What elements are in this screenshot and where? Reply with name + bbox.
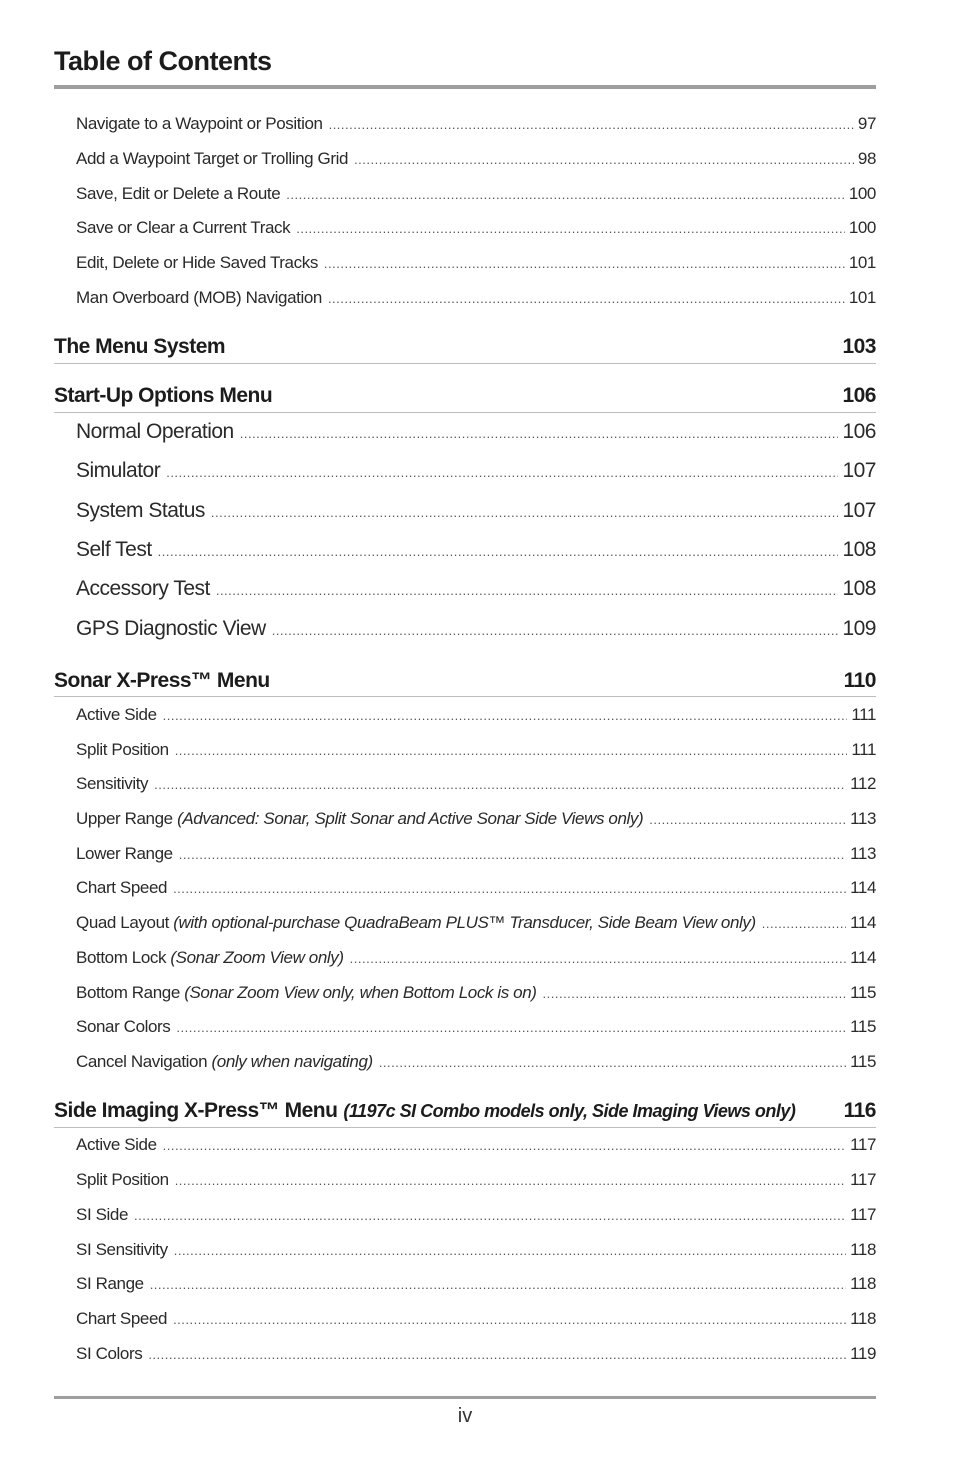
dot-leader (158, 544, 839, 559)
entry-label: Active Side (76, 1135, 157, 1154)
entry-note: (only when navigating) (211, 1052, 373, 1071)
entry-page: 117 (850, 1170, 876, 1189)
section-title: The Menu System (54, 335, 226, 358)
entry-title: Bottom Lock (76, 948, 167, 967)
entry-title: Lower Range (76, 844, 173, 863)
section-title: Sonar X-Press™ Menu (54, 669, 270, 692)
entry-page: 114 (850, 878, 876, 897)
toc-entry[interactable] (76, 499, 876, 523)
entry-page: 108 (842, 577, 876, 600)
toc-entry[interactable] (76, 1170, 876, 1190)
entry-note: (Sonar Zoom View only, when Bottom Lock is on) (184, 983, 537, 1002)
toc-entry[interactable] (76, 705, 876, 725)
entry-title: Sensitivity (76, 774, 149, 793)
entry-page: 113 (850, 809, 876, 828)
toc-entry[interactable] (76, 1017, 876, 1037)
toc-entry[interactable] (76, 577, 876, 601)
entry-page: 114 (850, 948, 876, 967)
toc-entry[interactable] (76, 1274, 876, 1294)
dot-leader (216, 583, 839, 598)
entry-title: Bottom Range (76, 983, 180, 1002)
entry-label (76, 740, 169, 760)
toc-entry[interactable] (76, 253, 876, 273)
dot-leader (175, 1173, 846, 1188)
entry-title: Cancel Navigation (76, 1052, 208, 1071)
entry-page: 118 (850, 1274, 876, 1293)
toc-entry[interactable] (76, 218, 876, 238)
section-page: 116 (843, 1099, 876, 1122)
toc-entry[interactable] (76, 1309, 876, 1329)
entry-title: Quad Layout (76, 913, 169, 932)
entry-note: (with optional-purchase QuadraBeam PLUS™ Transducer, Side Beam View only) (173, 913, 756, 932)
entry-page: 118 (850, 1309, 876, 1328)
section-note: (1197c SI Combo models only, Side Imaging Views only) (343, 1101, 796, 1121)
entry-page: 117 (850, 1205, 876, 1224)
dot-leader (379, 1055, 846, 1070)
toc-entry[interactable] (76, 809, 876, 829)
toc-entry[interactable] (76, 538, 876, 562)
section-heading-side-imaging-xpress[interactable] (54, 1099, 876, 1123)
entry-title: Upper Range (76, 809, 173, 828)
entry-label: Edit, Delete or Hide Saved Tracks (76, 253, 318, 272)
entry-page: 101 (848, 253, 876, 272)
toc-entry[interactable] (76, 459, 876, 483)
toc-entry[interactable] (76, 184, 876, 204)
section-divider (54, 696, 876, 697)
entry-label (76, 809, 643, 829)
dot-leader (328, 291, 845, 306)
dot-leader (176, 1020, 846, 1035)
entry-label (76, 844, 173, 864)
entry-label (76, 774, 148, 794)
section-page: 110 (843, 669, 876, 692)
entry-label: Simulator (76, 459, 161, 482)
toc-entry[interactable] (76, 1240, 876, 1260)
toc-entry[interactable] (76, 983, 876, 1003)
entry-label (76, 983, 537, 1003)
section-title: Start-Up Options Menu (54, 384, 273, 407)
entry-page: 109 (842, 617, 876, 640)
toc-entry[interactable] (76, 1052, 876, 1072)
dot-leader (166, 465, 838, 480)
dot-leader (211, 505, 839, 520)
toc-entry[interactable] (76, 1135, 876, 1155)
entry-label (76, 878, 167, 898)
toc-entry[interactable] (76, 740, 876, 760)
section-heading-sonar-xpress[interactable] (54, 669, 876, 693)
entry-page: 118 (850, 1240, 876, 1259)
toc-entry[interactable] (76, 114, 876, 134)
section-title (54, 1099, 844, 1123)
entry-page: 108 (842, 538, 876, 561)
entry-page: 98 (857, 149, 876, 168)
entry-label: Man Overboard (MOB) Navigation (76, 288, 322, 307)
dot-leader (329, 117, 854, 132)
entry-page: 113 (850, 844, 876, 863)
entry-page: 115 (850, 983, 876, 1002)
toc-entry[interactable] (76, 878, 876, 898)
toc-entry[interactable] (76, 948, 876, 968)
entry-label (76, 705, 157, 725)
dot-leader (762, 916, 846, 931)
dot-leader (324, 256, 845, 271)
entry-page: 119 (850, 1344, 876, 1363)
entry-label (76, 913, 756, 933)
section-heading-startup-options[interactable] (54, 384, 876, 408)
dot-leader (543, 986, 847, 1001)
entry-label: Save or Clear a Current Track (76, 218, 291, 237)
entry-label: Chart Speed (76, 1309, 168, 1328)
entry-label: SI Colors (76, 1344, 143, 1363)
entry-page: 117 (850, 1135, 876, 1154)
entry-page: 111 (851, 705, 876, 724)
toc-entry[interactable] (76, 844, 876, 864)
entry-label: Navigate to a Waypoint or Position (76, 114, 323, 133)
entry-title: Active Side (76, 705, 157, 724)
section-divider (54, 412, 876, 413)
entry-note: (Sonar Zoom View only) (170, 948, 344, 967)
dot-leader (174, 1243, 846, 1258)
dot-leader (173, 881, 846, 896)
dot-leader (354, 152, 854, 167)
entry-page: 115 (850, 1017, 876, 1036)
entry-label: Normal Operation (76, 420, 234, 443)
entry-title: Sonar Colors (76, 1017, 171, 1036)
entry-label: GPS Diagnostic View (76, 617, 266, 640)
entry-label: SI Sensitivity (76, 1240, 168, 1259)
dot-leader (175, 743, 848, 758)
dot-leader (649, 812, 846, 827)
dot-leader (148, 1347, 846, 1362)
toc-entry[interactable] (76, 288, 876, 308)
toc-entry[interactable] (76, 420, 876, 444)
entry-page: 114 (850, 913, 876, 932)
section-page: 103 (842, 335, 876, 358)
dot-leader (163, 1138, 846, 1153)
entry-label: Self Test (76, 538, 152, 561)
section-title-text: Side Imaging X-Press™ Menu (54, 1099, 338, 1122)
entry-label: SI Side (76, 1205, 129, 1224)
dot-leader (163, 708, 848, 723)
toc-page (54, 0, 876, 1475)
dot-leader (350, 951, 846, 966)
dot-leader (173, 1312, 846, 1327)
footer-divider (54, 1396, 876, 1399)
page-number: iv (457, 1405, 473, 1427)
entry-label: Add a Waypoint Target or Trolling Grid (76, 149, 349, 168)
toc-entry[interactable] (76, 913, 876, 933)
entry-label (76, 1017, 170, 1037)
section-page: 106 (842, 384, 876, 407)
toc-entry[interactable] (76, 149, 876, 169)
entry-label: System Status (76, 499, 205, 522)
title-divider (54, 85, 876, 89)
dot-leader (179, 847, 846, 862)
section-divider (54, 363, 876, 364)
entry-title: Chart Speed (76, 878, 168, 897)
entry-label: Accessory Test (76, 577, 210, 600)
dot-leader (272, 623, 839, 638)
toc-entry[interactable] (76, 617, 876, 641)
section-heading-menu-system[interactable] (54, 335, 876, 359)
entry-page: 111 (851, 740, 876, 759)
toc-entry[interactable] (76, 1205, 876, 1225)
entry-label (76, 1052, 373, 1072)
entry-page: 107 (842, 459, 876, 482)
toc-entry[interactable] (76, 774, 876, 794)
entry-title: Split Position (76, 740, 169, 759)
entry-note: (Advanced: Sonar, Split Sonar and Active Sonar Side Views only) (177, 809, 644, 828)
dot-leader (286, 187, 845, 202)
entry-label (76, 948, 344, 968)
entry-page: 107 (842, 499, 876, 522)
entry-page: 112 (850, 774, 876, 793)
dot-leader (240, 426, 839, 441)
dot-leader (150, 1277, 846, 1292)
entry-label: SI Range (76, 1274, 144, 1293)
entry-page: 100 (848, 184, 876, 203)
entry-page: 115 (850, 1052, 876, 1071)
entry-page: 100 (848, 218, 876, 237)
entry-label: Split Position (76, 1170, 169, 1189)
toc-entry[interactable] (76, 1344, 876, 1364)
entry-page: 97 (857, 114, 876, 133)
entry-page: 106 (842, 420, 876, 443)
entry-label: Save, Edit or Delete a Route (76, 184, 281, 203)
page-title: Table of Contents (54, 46, 272, 76)
dot-leader (154, 777, 846, 792)
section-divider (54, 1127, 876, 1128)
dot-leader (134, 1208, 846, 1223)
entry-page: 101 (848, 288, 876, 307)
dot-leader (296, 221, 845, 236)
